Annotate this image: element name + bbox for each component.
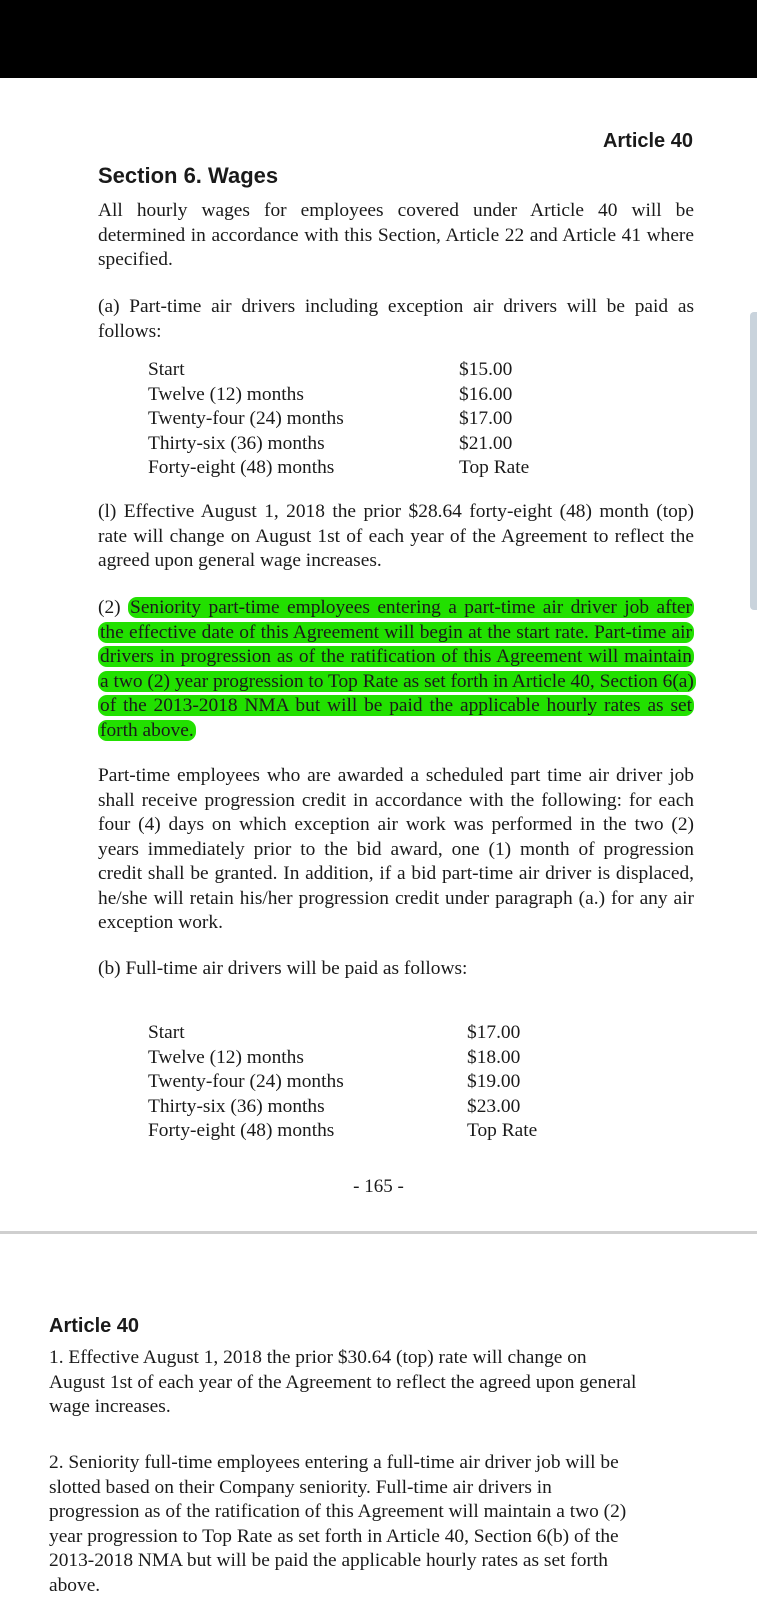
rate-label: Twelve (12) months	[148, 383, 304, 405]
rate-label: Start	[148, 359, 185, 380]
rate-value: $16.00	[459, 383, 513, 405]
rate-value: $19.00	[467, 1071, 521, 1093]
item-2-paragraph	[98, 596, 694, 743]
page-number: - 165 -	[353, 1176, 404, 1197]
article-header-page-2: Article 40	[49, 1315, 140, 1337]
rate-value: $17.00	[459, 408, 513, 430]
intro-paragraph: All hourly wages for employees covered under Article 40 will be determined in accordance with this Section, Article 22 and Article 41 where specified.	[98, 200, 694, 270]
section-title: Section 6. Wages	[98, 163, 279, 188]
rate-label: Twenty-four (24) months	[148, 408, 344, 430]
rate-value: $15.00	[459, 359, 513, 380]
status-bar	[0, 0, 757, 78]
rate-label: Forty-eight (48) months	[148, 457, 335, 479]
scrollbar[interactable]	[750, 312, 757, 610]
highlighted-text: Seniority part-time employees entering a part-time air driver job after the effective date of this Agreement will begin at the start rate. Part-time air drivers in progression as of the ratification of this Agreement will maintain a two (2) year progression to Top Rate as set forth in Article 40, Section 6(a) of the 2013-2018 NMA but will be paid the applicable hourly rates as set forth above.	[100, 597, 694, 741]
page-2-item-1: 1. Effective August 1, 2018 the prior $30.64 (top) rate will change on August 1st of each year of the Agreement to reflect the agreed upon general wage increases.	[49, 1347, 637, 1417]
rate-label: Thirty-six (36) months	[148, 432, 325, 454]
rate-value: $21.00	[459, 432, 513, 454]
part-b-intro: (b) Full-time air drivers will be paid as follows:	[98, 958, 468, 979]
page-divider	[0, 1231, 757, 1234]
rate-label: Twelve (12) months	[148, 1046, 304, 1068]
rate-value: $18.00	[467, 1046, 521, 1068]
rate-value: Top Rate	[467, 1120, 538, 1142]
article-header: Article 40	[602, 130, 693, 152]
rate-value: Top Rate	[459, 457, 530, 479]
item-2-number: (2)	[98, 597, 121, 618]
rate-label: Thirty-six (36) months	[148, 1095, 325, 1117]
part-a-intro: (a) Part-time air drivers including exception air drivers will be paid as follows:	[98, 296, 694, 342]
rate-label: Twenty-four (24) months	[148, 1071, 344, 1093]
page-2-item-2: 2. Seniority full-time employees entering a full-time air driver job will be slotted based on their Company seniority. Full-time air drivers in progression as of the ratification of this Agreement will maintain a two (2) year progression to Top Rate as set forth in Article 40, Section 6(b) of the 2013-2018 NMA but will be paid the applicable hourly rates as set forth above.	[49, 1452, 627, 1596]
rate-value: $17.00	[467, 1022, 521, 1043]
progression-credit-paragraph: Part-time employees who are awarded a scheduled part time air driver job shall receive progression credit in accordance with the following: for each four (4) days on which exception air work was performed in the two (2) years immediately prior to the bid award, one (1) month of progression credit shall be granted. In addition, if a bid part-time air driver is displaced, he/she will retain his/her progression credit under paragraph (a.) for any air exception work.	[98, 765, 694, 933]
item-1-paragraph: (l) Effective August 1, 2018 the prior $28.64 forty-eight (48) month (top) rate will change on August 1st of each year of the Agreement to reflect the agreed upon general wage increases.	[98, 501, 694, 571]
rate-label: Start	[148, 1022, 185, 1043]
rate-value: $23.00	[467, 1095, 521, 1117]
rate-label: Forty-eight (48) months	[148, 1120, 335, 1142]
